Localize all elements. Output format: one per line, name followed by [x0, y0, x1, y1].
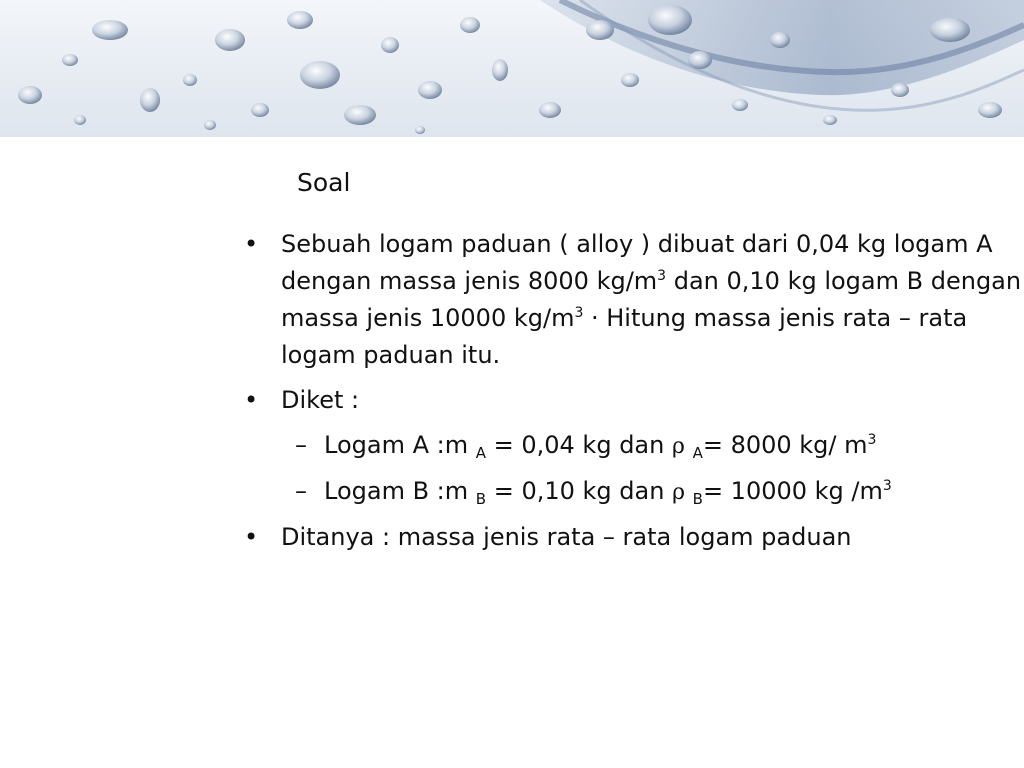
problem-text-part-1: Sebuah logam paduan ( alloy ) dibuat dari 0,04 kg logam A dengan massa jenis 8000 kg/m — [281, 230, 993, 295]
bullet-marker: • — [244, 230, 259, 258]
given-item-mid: = 0,10 kg dan — [486, 477, 673, 505]
problem-bullet — [244, 226, 1024, 374]
bullet-marker: • — [244, 386, 259, 414]
dash-marker: – — [295, 477, 307, 505]
problem-text-part-3: · Hitung massa jenis rata – rata logam paduan itu. — [281, 304, 968, 369]
given-item-logam-b — [244, 473, 1024, 511]
water-droplets-graphic — [0, 0, 1024, 137]
subscript: B — [692, 490, 703, 508]
slide-content — [244, 226, 1024, 556]
superscript-3: 3 — [657, 268, 667, 284]
rho-symbol: ρ — [672, 480, 685, 505]
given-label: Diket : — [281, 386, 360, 414]
given-item-suffix: = 10000 kg /m — [702, 477, 883, 505]
water-droplets-banner — [0, 0, 1024, 137]
rho-symbol: ρ — [671, 434, 685, 459]
given-item-suffix: = 8000 kg/ m — [702, 431, 868, 459]
given-item-prefix: Logam A :m — [324, 431, 476, 459]
dash-marker: – — [295, 431, 307, 459]
given-item-logam-a — [244, 427, 1024, 465]
bullet-marker: • — [244, 523, 259, 551]
subscript: B — [475, 490, 487, 508]
asked-bullet — [244, 519, 1024, 556]
problem-text-part-2: dan 0,10 kg logam B dengan massa jenis 10000 kg/m — [281, 267, 1022, 332]
given-item-mid: = 0,04 kg dan — [486, 431, 672, 459]
given-bullet — [244, 382, 1024, 419]
superscript-3: 3 — [867, 432, 877, 448]
subscript: A — [692, 444, 703, 462]
slide-title: Soal — [297, 168, 351, 197]
superscript-3: 3 — [574, 305, 584, 321]
given-item-prefix: Logam B :m — [324, 477, 476, 505]
asked-text: Ditanya : massa jenis rata – rata logam paduan — [281, 523, 852, 551]
subscript: A — [475, 444, 486, 462]
superscript-3: 3 — [882, 478, 892, 494]
